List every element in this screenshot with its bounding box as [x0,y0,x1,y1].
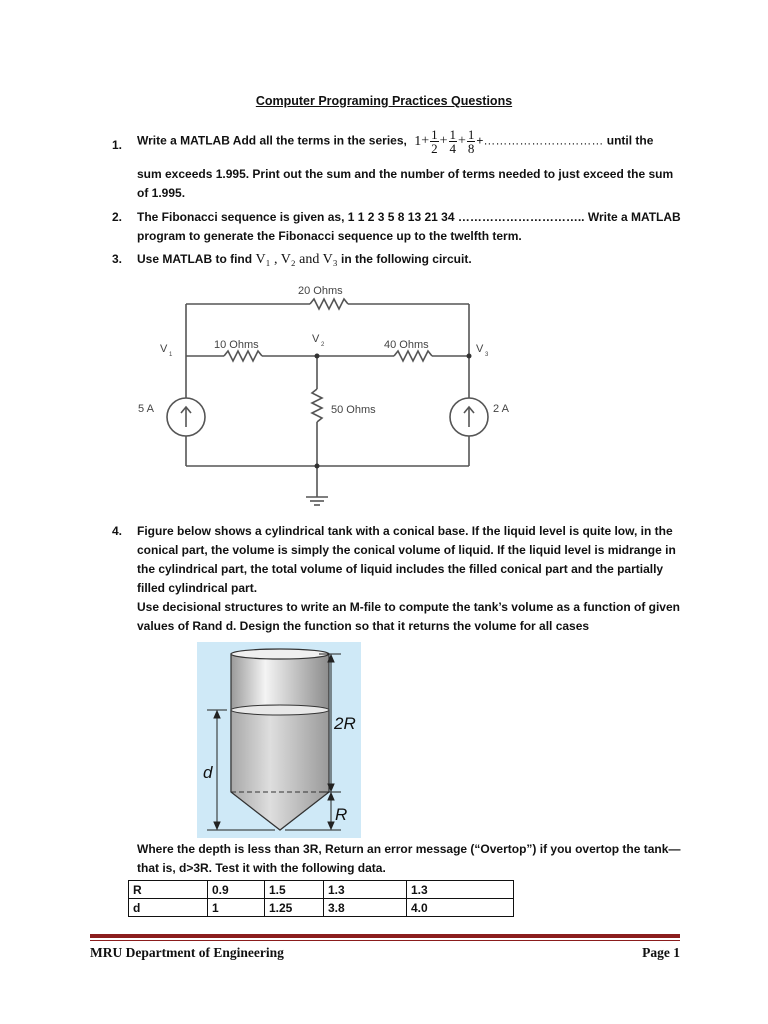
label-v3-sub: 3 [485,352,489,358]
series-ellipsis: +………………………… [476,133,604,148]
question-4 [112,522,682,636]
question-number: 1. [112,138,123,152]
label-v1-sub: 1 [169,352,173,358]
question-1-lead: Write a MATLAB Add all the terms in the series, [137,133,407,148]
plus-sign: + [439,133,448,149]
series-first-term: 1 [414,133,422,149]
plus-sign: + [421,133,430,149]
question-number: 4. [112,524,123,538]
question-number: 3. [112,252,123,266]
footer-rule [90,934,680,938]
table-cell: 1.3 [407,881,514,899]
node-dot [467,354,472,359]
node-dot [315,354,320,359]
label-r: R [335,805,348,824]
fraction-1 [430,128,439,155]
label-50-ohms: 50 Ohms [331,404,376,416]
table-cell: R [129,881,208,899]
table-cell: 1.5 [265,881,324,899]
test-data-table [128,880,514,917]
table-cell: 3.8 [324,899,407,917]
resistor-50-ohms [312,389,322,422]
resistor-20-ohms [310,299,348,309]
question-3-vars: V₁ , V₂ and V₃ [255,252,338,267]
label-2r: 2R [334,714,356,733]
table-row [129,899,514,917]
label-5-amps: 5 A [138,403,154,415]
fraction-numerator: 1 [431,127,438,142]
question-1-first-line [137,128,682,166]
question-4-paragraph-1: Figure below shows a cylindrical tank with a conical base. If the liquid level is quite low, in the conical part, the volume is simply the conical volume of liquid. If the liquid level is midrange in the cylindrical part, the total volume of liquid includes the filled conical part and the partially filled cylindrical part. [137,524,676,595]
table-cell: 1 [208,899,265,917]
fraction-denominator: 2 [431,141,438,156]
table-cell: 4.0 [407,899,514,917]
page-title: Computer Programing Practices Questions [255,94,513,108]
node-dot [315,464,320,469]
plus-sign: + [458,133,466,149]
fraction-numerator: 1 [467,127,475,142]
question-1 [112,128,682,203]
footer-rule-thin [90,940,680,941]
table-row [129,881,514,899]
question-3-pre: Use MATLAB to find [137,252,253,266]
question-4-paragraph-3: Where the depth is less than 3R, Return an error message (“Overtop”) if you overtop the tank—that is, d>3R. Test it with the following data. [137,842,681,875]
fraction-2 [449,128,458,155]
table-cell: 1.3 [324,881,407,899]
tank-figure [197,642,361,838]
tank-top [231,649,329,659]
label-v1: V [160,343,168,355]
label-2-amps: 2 A [493,403,509,415]
liquid-surface [231,705,329,715]
table-cell: 0.9 [208,881,265,899]
page-number: Page 1 [642,945,680,960]
question-2-text: The Fibonacci sequence is given as, 1 1 2 3 5 8 13 21 34 ………………………….. Write a MATLAB program to generate the Fibonacci sequence up to the twelfth term. [137,210,681,243]
question-3-post: in the following circuit. [340,252,472,266]
fraction-numerator: 1 [449,127,456,142]
label-v2: V [312,333,320,345]
label-40-ohms: 40 Ohms [384,339,429,351]
fraction-denominator: 8 [467,141,475,156]
question-1-rest: sum exceeds 1.995. Print out the sum and the number of terms needed to just exceed the sum of 1.995. [137,167,674,200]
question-1-until: until the [606,133,654,148]
table-cell: d [129,899,208,917]
label-v3: V [476,343,484,355]
question-3 [112,250,682,269]
table-cell: 1.25 [265,899,324,917]
label-20-ohms: 20 Ohms [298,285,343,297]
question-4-paragraph-2: Use decisional structures to write an M-file to compute the tank’s volume as a function of given values of Rand d. Design the function so that it returns the volume for all cases [137,600,680,633]
resistor-10-ohms [224,351,262,361]
question-number: 2. [112,210,123,224]
fraction-denominator: 4 [449,141,456,156]
fraction-3 [467,128,476,155]
label-d: d [203,763,213,782]
label-v2-sub: 2 [321,342,325,348]
question-4-continued [112,840,682,878]
footer-department: MRU Department of Engineering [90,945,284,960]
question-2 [112,208,682,246]
circuit-diagram [120,272,520,517]
label-10-ohms: 10 Ohms [214,339,259,351]
resistor-40-ohms [394,351,432,361]
